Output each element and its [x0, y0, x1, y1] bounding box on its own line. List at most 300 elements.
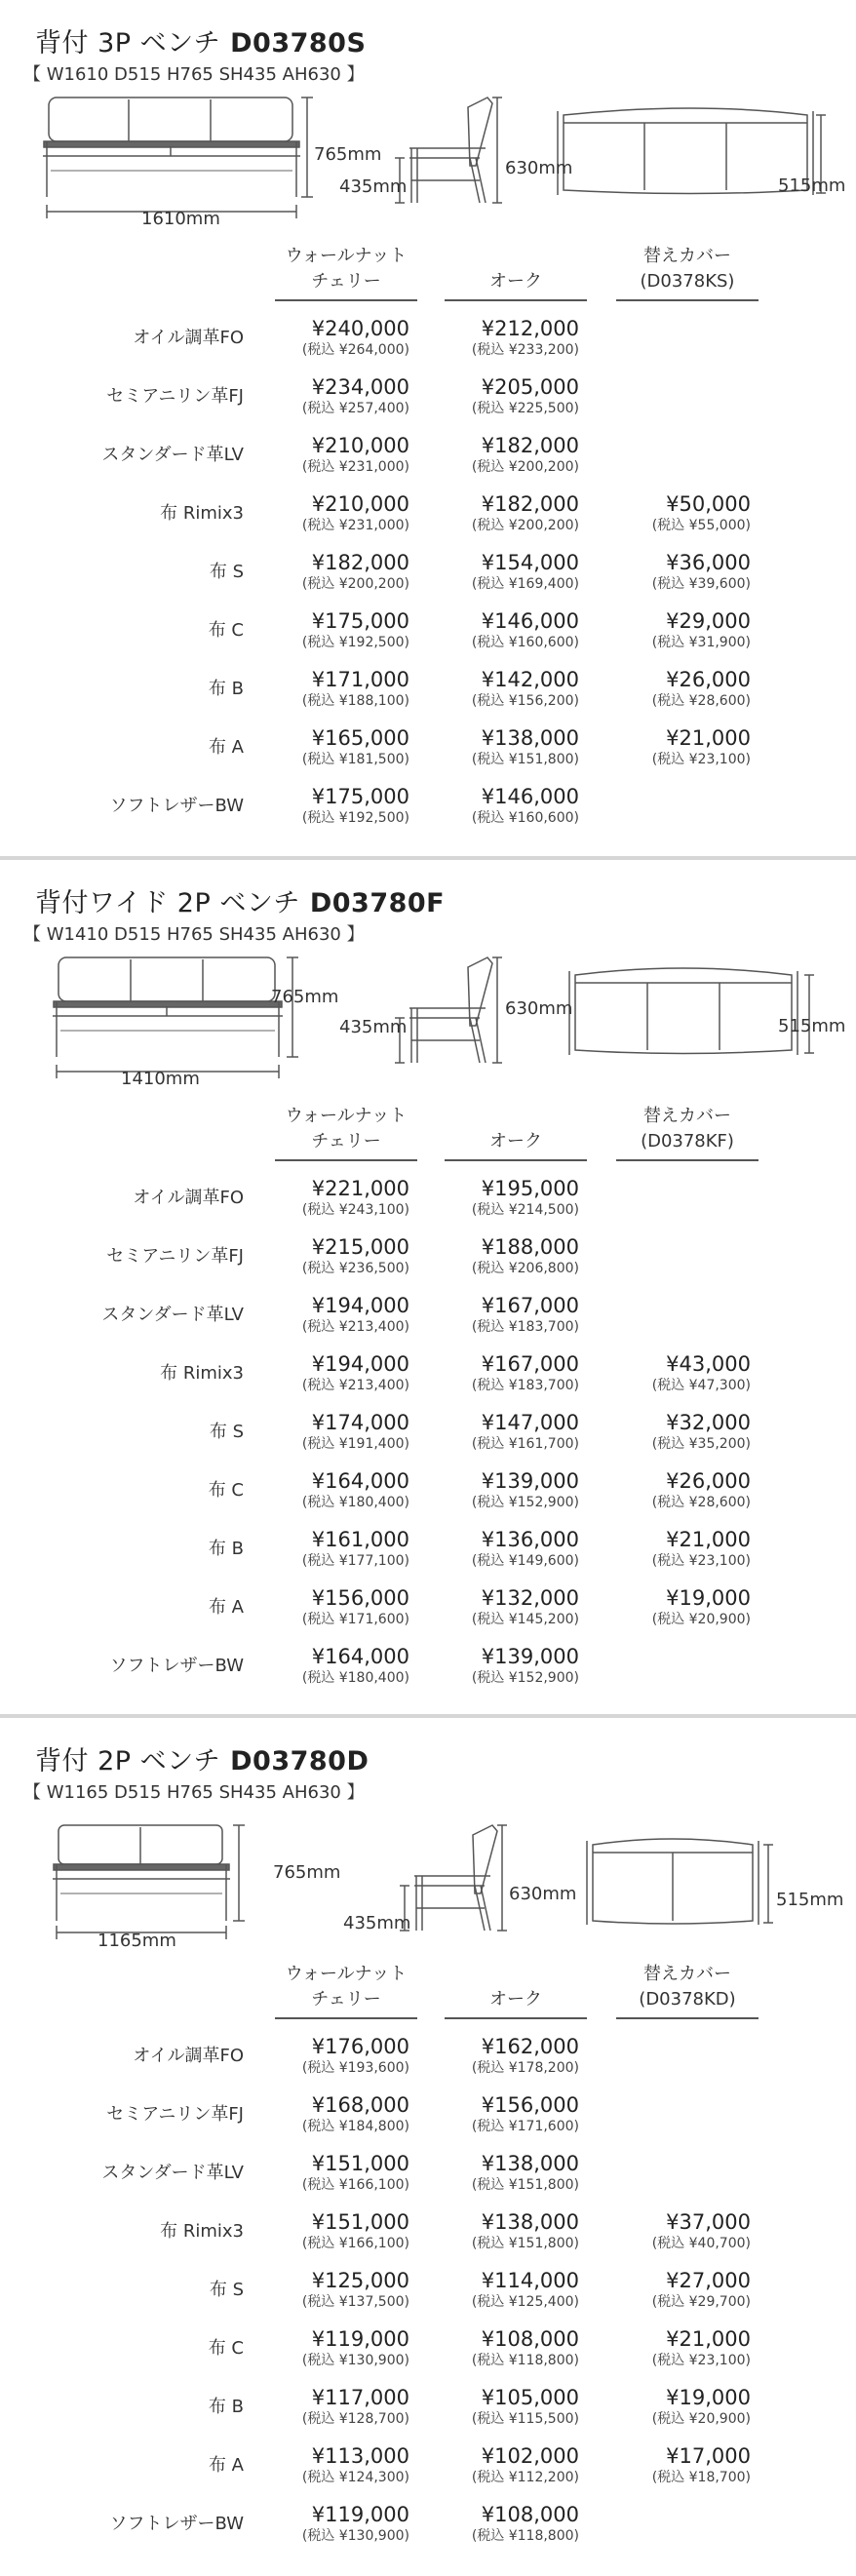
price-value: ¥164,000: [311, 1645, 409, 1668]
price-tax-included: (税込 ¥193,600): [301, 2060, 409, 2076]
column-header: [271, 244, 421, 294]
material-label: スタンダード革LV: [101, 1305, 244, 1325]
price-value: ¥138,000: [481, 2210, 579, 2234]
price-value: ¥151,000: [311, 2210, 409, 2234]
price-tax-included: (税込 ¥112,200): [471, 2470, 579, 2485]
price-value: ¥125,000: [311, 2269, 409, 2292]
price-tax-included: (税込 ¥55,000): [651, 518, 751, 533]
material-label: セミアニリン革FJ: [106, 1246, 244, 1267]
price-cell: [283, 1293, 409, 1336]
price-value: ¥29,000: [666, 609, 751, 633]
arm-height-dimension: 630mm: [509, 1884, 577, 1904]
material-label: スタンダード革LV: [101, 445, 244, 465]
price-cell: [452, 2268, 579, 2311]
price-cell: [452, 2385, 579, 2428]
price-tax-included: (税込 ¥29,700): [651, 2294, 751, 2310]
price-tax-included: (税込 ¥180,400): [301, 1670, 409, 1686]
price-tax-included: (税込 ¥145,200): [471, 1612, 579, 1627]
price-cell: [283, 1351, 409, 1394]
price-tax-included: (税込 ¥191,400): [301, 1436, 409, 1452]
product-code: D03780F: [309, 888, 446, 918]
price-cell: [624, 2326, 751, 2369]
price-cell: [452, 2151, 579, 2194]
column-header-line1: [441, 244, 591, 269]
price-value: ¥32,000: [666, 1411, 751, 1434]
column-header-rule: [275, 299, 417, 301]
price-cell: [624, 2268, 751, 2311]
product-title: 背付 2P ベンチ D03780D: [35, 1746, 370, 1776]
price-tax-included: (税込 ¥257,400): [301, 401, 409, 416]
arm-height-dimension: 630mm: [505, 158, 573, 178]
price-tax-included: (税込 ¥39,600): [651, 576, 751, 592]
price-value: ¥176,000: [311, 2035, 409, 2058]
price-value: ¥188,000: [481, 1235, 579, 1259]
price-tax-included: (税込 ¥156,200): [471, 693, 579, 709]
price-value: ¥162,000: [481, 2035, 579, 2058]
column-header-line2: オーク: [489, 1989, 542, 2010]
price-cell: [452, 2092, 579, 2135]
column-header: [441, 244, 591, 294]
price-value: ¥102,000: [481, 2444, 579, 2468]
price-value: ¥142,000: [481, 668, 579, 691]
material-label: ソフトレザーBW: [109, 2514, 244, 2534]
price-value: ¥132,000: [481, 1586, 579, 1610]
price-value: ¥210,000: [311, 492, 409, 516]
price-value: ¥210,000: [311, 434, 409, 457]
material-label: 布 Rimix3: [160, 1363, 244, 1384]
price-cell: [452, 1468, 579, 1511]
price-value: ¥175,000: [311, 609, 409, 633]
price-value: ¥194,000: [311, 1352, 409, 1376]
price-tax-included: (税込 ¥18,700): [651, 2470, 751, 2485]
product-spec: 【 W1165 D515 H765 SH435 AH630 】: [23, 1782, 365, 1803]
product-section-2p-bench: [0, 1718, 856, 2576]
price-cell: [452, 1234, 579, 1277]
seat-height-dimension: 435mm: [339, 1017, 408, 1037]
price-value: ¥113,000: [311, 2444, 409, 2468]
price-cell: [452, 2443, 579, 2486]
price-cell: [283, 374, 409, 417]
price-value: ¥212,000: [481, 317, 579, 340]
price-tax-included: (税込 ¥161,700): [471, 1436, 579, 1452]
price-value: ¥108,000: [481, 2327, 579, 2351]
price-tax-included: (税込 ¥152,900): [471, 1670, 579, 1686]
material-label: 布 B: [208, 679, 244, 699]
price-tax-included: (税込 ¥178,200): [471, 2060, 579, 2076]
price-cell: [283, 1527, 409, 1570]
product-title: 背付 3P ベンチ D03780S: [35, 28, 367, 59]
depth-dimension: 515mm: [778, 1016, 846, 1036]
material-label: オイル調革FO: [133, 1188, 244, 1208]
price-value: ¥50,000: [666, 492, 751, 516]
price-tax-included: (税込 ¥200,200): [471, 459, 579, 475]
price-value: ¥17,000: [666, 2444, 751, 2468]
price-cell: [452, 1585, 579, 1628]
column-header-line1: 替えカバー: [643, 246, 731, 266]
price-tax-included: (税込 ¥118,800): [471, 2528, 579, 2544]
material-label: スタンダード革LV: [101, 2163, 244, 2183]
price-value: ¥234,000: [311, 375, 409, 399]
material-label: 布 A: [208, 737, 244, 758]
height-dimension: 765mm: [314, 144, 382, 165]
price-tax-included: (税込 ¥214,500): [471, 1202, 579, 1218]
price-tax-included: (税込 ¥200,200): [471, 518, 579, 533]
price-tax-included: (税込 ¥20,900): [651, 1612, 751, 1627]
price-cell: [452, 1293, 579, 1336]
price-tax-included: (税込 ¥200,200): [301, 576, 409, 592]
price-value: ¥119,000: [311, 2503, 409, 2526]
column-header-rule: [616, 1159, 759, 1161]
price-value: ¥27,000: [666, 2269, 751, 2292]
price-value: ¥139,000: [481, 1469, 579, 1493]
product-section-3p-bench: [0, 0, 856, 858]
material-label: 布 B: [208, 1539, 244, 1559]
arm-height-dimension: 630mm: [505, 998, 573, 1019]
price-tax-included: (税込 ¥23,100): [651, 1553, 751, 1569]
price-cell: [624, 1410, 751, 1453]
price-value: ¥138,000: [481, 2152, 579, 2175]
material-label: 布 A: [208, 2455, 244, 2476]
column-header-rule: [275, 2017, 417, 2019]
price-cell: [624, 725, 751, 768]
price-tax-included: (税込 ¥152,900): [471, 1495, 579, 1510]
price-value: ¥168,000: [311, 2093, 409, 2117]
material-label: セミアニリン革FJ: [106, 2104, 244, 2125]
price-cell: [283, 2151, 409, 2194]
price-tax-included: (税込 ¥151,800): [471, 752, 579, 767]
price-tax-included: (税込 ¥243,100): [301, 1202, 409, 1218]
column-header: [441, 1104, 591, 1154]
price-tax-included: (税込 ¥183,700): [471, 1319, 579, 1335]
width-dimension: 1165mm: [97, 1931, 176, 1951]
price-tax-included: (税込 ¥28,600): [651, 1495, 751, 1510]
price-cell: [452, 491, 579, 534]
price-tax-included: (税込 ¥137,500): [301, 2294, 409, 2310]
price-cell: [452, 433, 579, 476]
price-cell: [283, 2092, 409, 2135]
material-label: 布 C: [208, 2338, 244, 2359]
price-tax-included: (税込 ¥20,900): [651, 2411, 751, 2427]
price-tax-included: (税込 ¥130,900): [301, 2528, 409, 2544]
price-value: ¥195,000: [481, 1177, 579, 1200]
price-cell: [624, 1351, 751, 1394]
price-tax-included: (税込 ¥47,300): [651, 1378, 751, 1393]
price-value: ¥215,000: [311, 1235, 409, 1259]
price-cell: [283, 1410, 409, 1453]
price-tax-included: (税込 ¥124,300): [301, 2470, 409, 2485]
column-header-line1: ウォールナット: [285, 246, 408, 266]
price-cell: [283, 608, 409, 651]
material-label: ソフトレザーBW: [109, 796, 244, 816]
price-cell: [283, 2385, 409, 2428]
price-cell: [452, 1351, 579, 1394]
price-tax-included: (税込 ¥149,600): [471, 1553, 579, 1569]
column-header: [612, 1104, 762, 1154]
price-value: ¥194,000: [311, 1294, 409, 1317]
price-tax-included: (税込 ¥31,900): [651, 635, 751, 650]
price-tax-included: (税込 ¥128,700): [301, 2411, 409, 2427]
price-tax-included: (税込 ¥151,800): [471, 2177, 579, 2193]
column-header: [271, 1104, 421, 1154]
price-cell: [624, 1527, 751, 1570]
price-cell: [452, 2209, 579, 2252]
price-tax-included: (税込 ¥40,700): [651, 2236, 751, 2251]
price-value: ¥26,000: [666, 668, 751, 691]
price-cell: [452, 1527, 579, 1570]
price-value: ¥175,000: [311, 785, 409, 808]
price-value: ¥164,000: [311, 1469, 409, 1493]
price-tax-included: (税込 ¥213,400): [301, 1319, 409, 1335]
column-header-line1: 替えカバー: [643, 1106, 731, 1126]
price-value: ¥151,000: [311, 2152, 409, 2175]
column-header-line2: チェリー: [311, 271, 381, 292]
material-label: 布 Rimix3: [160, 2221, 244, 2242]
price-tax-included: (税込 ¥130,900): [301, 2353, 409, 2368]
price-cell: [624, 1585, 751, 1628]
price-cell: [624, 667, 751, 710]
dimension-diagram: [29, 88, 846, 244]
price-cell: [283, 2034, 409, 2077]
price-cell: [283, 784, 409, 827]
price-value: ¥240,000: [311, 317, 409, 340]
column-header: [271, 1962, 421, 2012]
column-header-line2: チェリー: [311, 1989, 381, 2010]
price-tax-included: (税込 ¥160,600): [471, 635, 579, 650]
column-header-line2: (D0378KF): [641, 1131, 734, 1151]
price-cell: [624, 550, 751, 593]
height-dimension: 765mm: [271, 987, 339, 1007]
column-header-line1: [441, 1104, 591, 1129]
material-label: 布 A: [208, 1597, 244, 1618]
width-dimension: 1610mm: [141, 209, 220, 229]
price-value: ¥182,000: [481, 492, 579, 516]
price-tax-included: (税込 ¥206,800): [471, 1261, 579, 1276]
price-cell: [283, 667, 409, 710]
price-tax-included: (税込 ¥28,600): [651, 693, 751, 709]
column-header-line1: [441, 1962, 591, 1987]
price-cell: [283, 2443, 409, 2486]
price-cell: [283, 2209, 409, 2252]
price-tax-included: (税込 ¥213,400): [301, 1378, 409, 1393]
column-header-line2: オーク: [489, 271, 542, 292]
price-value: ¥174,000: [311, 1411, 409, 1434]
price-value: ¥156,000: [311, 1586, 409, 1610]
price-cell: [624, 608, 751, 651]
column-header: [612, 1962, 762, 2012]
price-tax-included: (税込 ¥151,800): [471, 2236, 579, 2251]
column-header-line2: (D0378KS): [640, 271, 735, 292]
material-label: 布 B: [208, 2397, 244, 2417]
column-header-rule: [445, 2017, 587, 2019]
price-value: ¥19,000: [666, 1586, 751, 1610]
seat-height-dimension: 435mm: [339, 176, 408, 197]
price-tax-included: (税込 ¥125,400): [471, 2294, 579, 2310]
price-cell: [283, 433, 409, 476]
price-value: ¥138,000: [481, 726, 579, 750]
material-label: 布 Rimix3: [160, 503, 244, 524]
price-cell: [452, 1410, 579, 1453]
price-tax-included: (税込 ¥231,000): [301, 459, 409, 475]
price-cell: [283, 550, 409, 593]
column-header-line1: 替えカバー: [643, 1964, 731, 1984]
price-value: ¥21,000: [666, 726, 751, 750]
column-header: [612, 244, 762, 294]
price-tax-included: (税込 ¥118,800): [471, 2353, 579, 2368]
product-spec: 【 W1610 D515 H765 SH435 AH630 】: [23, 64, 365, 85]
price-value: ¥221,000: [311, 1177, 409, 1200]
column-header-line2: チェリー: [311, 1131, 381, 1151]
price-cell: [283, 2268, 409, 2311]
price-value: ¥108,000: [481, 2503, 579, 2526]
price-cell: [283, 1585, 409, 1628]
height-dimension: 765mm: [273, 1862, 341, 1883]
dimension-diagram: [29, 948, 846, 1104]
column-header-line1: ウォールナット: [285, 1106, 408, 1126]
product-title: 背付ワイド 2P ベンチ D03780F: [35, 888, 446, 918]
price-tax-included: (税込 ¥160,600): [471, 810, 579, 826]
price-value: ¥136,000: [481, 1528, 579, 1551]
width-dimension: 1410mm: [121, 1069, 200, 1089]
price-tax-included: (税込 ¥192,500): [301, 635, 409, 650]
price-tax-included: (税込 ¥177,100): [301, 1553, 409, 1569]
column-header-rule: [616, 299, 759, 301]
price-tax-included: (税込 ¥115,500): [471, 2411, 579, 2427]
price-cell: [452, 667, 579, 710]
column-header-line2: オーク: [489, 1131, 542, 1151]
price-cell: [452, 2034, 579, 2077]
seat-height-dimension: 435mm: [343, 1913, 411, 1933]
material-label: セミアニリン革FJ: [106, 386, 244, 407]
dimension-diagram: [29, 1806, 844, 1962]
price-value: ¥21,000: [666, 2327, 751, 2351]
price-value: ¥156,000: [481, 2093, 579, 2117]
price-cell: [452, 2502, 579, 2545]
price-tax-included: (税込 ¥169,400): [471, 576, 579, 592]
price-cell: [624, 2385, 751, 2428]
price-tax-included: (税込 ¥231,000): [301, 518, 409, 533]
price-tax-included: (税込 ¥184,800): [301, 2119, 409, 2134]
price-cell: [452, 1644, 579, 1687]
column-header: [441, 1962, 591, 2012]
price-value: ¥161,000: [311, 1528, 409, 1551]
price-value: ¥43,000: [666, 1352, 751, 1376]
price-cell: [452, 1176, 579, 1219]
price-cell: [283, 316, 409, 359]
price-cell: [624, 491, 751, 534]
price-value: ¥114,000: [481, 2269, 579, 2292]
product-code: D03780S: [230, 28, 367, 59]
price-tax-included: (税込 ¥166,100): [301, 2236, 409, 2251]
depth-dimension: 515mm: [778, 176, 846, 196]
price-value: ¥165,000: [311, 726, 409, 750]
column-header-rule: [445, 1159, 587, 1161]
price-cell: [452, 316, 579, 359]
price-tax-included: (税込 ¥171,600): [471, 2119, 579, 2134]
price-tax-included: (税込 ¥171,600): [301, 1612, 409, 1627]
price-cell: [452, 725, 579, 768]
price-value: ¥21,000: [666, 1528, 751, 1551]
price-cell: [624, 2443, 751, 2486]
price-tax-included: (税込 ¥23,100): [651, 2353, 751, 2368]
product-code: D03780D: [230, 1746, 370, 1776]
column-header-line2: (D0378KD): [639, 1989, 736, 2010]
price-cell: [283, 1234, 409, 1277]
price-cell: [283, 1468, 409, 1511]
price-tax-included: (税込 ¥181,500): [301, 752, 409, 767]
price-tax-included: (税込 ¥225,500): [471, 401, 579, 416]
price-value: ¥19,000: [666, 2386, 751, 2409]
price-value: ¥182,000: [311, 551, 409, 574]
price-cell: [452, 608, 579, 651]
price-value: ¥105,000: [481, 2386, 579, 2409]
price-cell: [452, 550, 579, 593]
material-label: 布 S: [209, 1422, 244, 1442]
column-header-line1: ウォールナット: [285, 1964, 408, 1984]
price-value: ¥37,000: [666, 2210, 751, 2234]
material-label: 布 S: [209, 562, 244, 582]
price-tax-included: (税込 ¥192,500): [301, 810, 409, 826]
price-value: ¥36,000: [666, 551, 751, 574]
price-value: ¥167,000: [481, 1352, 579, 1376]
material-label: 布 S: [209, 2280, 244, 2300]
material-label: 布 C: [208, 1480, 244, 1501]
price-value: ¥205,000: [481, 375, 579, 399]
price-value: ¥26,000: [666, 1469, 751, 1493]
price-cell: [283, 2326, 409, 2369]
price-value: ¥146,000: [481, 609, 579, 633]
material-label: オイル調革FO: [133, 2046, 244, 2066]
column-header-rule: [616, 2017, 759, 2019]
price-value: ¥146,000: [481, 785, 579, 808]
price-value: ¥139,000: [481, 1645, 579, 1668]
column-header-rule: [445, 299, 587, 301]
price-cell: [624, 2209, 751, 2252]
product-section-wide-2p-bench: [0, 860, 856, 1718]
material-label: オイル調革FO: [133, 328, 244, 348]
material-label: 布 C: [208, 620, 244, 641]
price-cell: [452, 2326, 579, 2369]
price-value: ¥119,000: [311, 2327, 409, 2351]
price-value: ¥147,000: [481, 1411, 579, 1434]
price-tax-included: (税込 ¥23,100): [651, 752, 751, 767]
price-cell: [624, 1468, 751, 1511]
price-tax-included: (税込 ¥166,100): [301, 2177, 409, 2193]
price-cell: [452, 784, 579, 827]
price-tax-included: (税込 ¥236,500): [301, 1261, 409, 1276]
price-tax-included: (税込 ¥180,400): [301, 1495, 409, 1510]
price-cell: [283, 725, 409, 768]
price-tax-included: (税込 ¥183,700): [471, 1378, 579, 1393]
price-cell: [283, 1176, 409, 1219]
price-value: ¥182,000: [481, 434, 579, 457]
price-value: ¥171,000: [311, 668, 409, 691]
depth-dimension: 515mm: [776, 1890, 844, 1910]
product-spec: 【 W1410 D515 H765 SH435 AH630 】: [23, 924, 365, 945]
price-cell: [283, 1644, 409, 1687]
price-cell: [283, 491, 409, 534]
price-value: ¥167,000: [481, 1294, 579, 1317]
material-label: ソフトレザーBW: [109, 1656, 244, 1676]
column-header-rule: [275, 1159, 417, 1161]
price-tax-included: (税込 ¥35,200): [651, 1436, 751, 1452]
price-value: ¥154,000: [481, 551, 579, 574]
price-cell: [452, 374, 579, 417]
price-value: ¥117,000: [311, 2386, 409, 2409]
price-tax-included: (税込 ¥264,000): [301, 342, 409, 358]
price-tax-included: (税込 ¥233,200): [471, 342, 579, 358]
price-cell: [283, 2502, 409, 2545]
price-tax-included: (税込 ¥188,100): [301, 693, 409, 709]
